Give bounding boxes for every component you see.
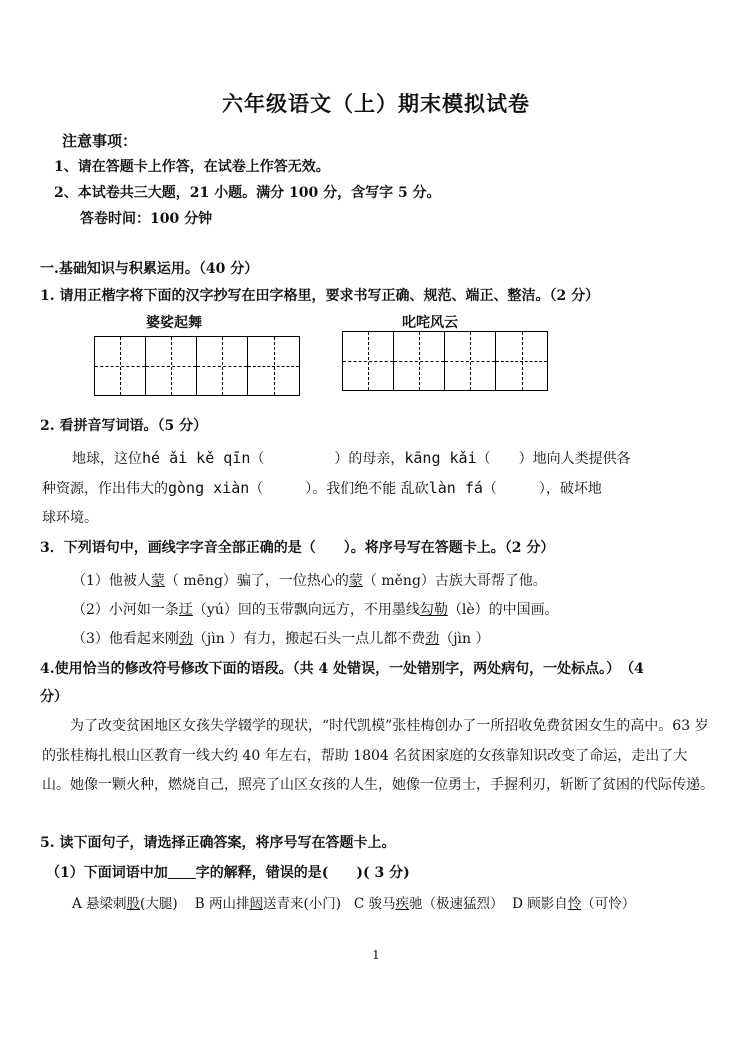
q2-text: 地球，这位 [72,451,142,467]
question-4: 4.使用恰当的修改符号修改下面的语段。（共 4 处错误，一处错别字，两处病句，一处标点。） （4 [40,661,644,677]
tianzige-cell[interactable] [197,337,248,395]
pinyin-1: hé ǎi kě qīn [142,449,251,467]
q1-word-1: 婆娑起舞 [146,315,202,331]
answer-blank[interactable]: （ ）。我们绝不能 乱砍 [249,481,429,497]
question-2: 2. 看拼音写词语。（5 分） [40,418,208,434]
q2-line-1 [72,448,631,468]
q1-word-2: 叱咤风云 [402,315,458,331]
tianzige-cell[interactable] [496,332,547,390]
q5-options [72,892,635,912]
q2-line-3: 球环境。 [42,510,98,526]
tianzige-cell[interactable] [343,332,394,390]
q4-passage: 为了改变贫困地区女孩失学辍学的现状，“时代凯模”张桂梅创办了一所招收免费贫困女生的高中。63 岁的张桂梅扎根山区教育一线大约 40 年左右，帮助 1804 名贫困家庭的女孩靠知识改变了命运，走出了大山。她像一颗火种，燃烧自己，照亮了山区女孩的人生，她像一位勇士，手握利刃，斩断了贫困的代际传递。 [42,718,714,793]
pinyin-3: gòng xiàn [168,479,250,497]
answer-blank[interactable]: （ ）的母亲， [250,451,405,467]
q2-text: 种资源，作出伟大的 [42,481,168,497]
q3-option-2: （2）小河如一条迂（yú）回的玉带飘向远方，不用墨线勾勒（lè）的中国画。 [72,602,559,618]
tianzige-cell[interactable] [95,337,146,395]
notes-heading: 注意事项： [62,132,138,150]
tianzige-grid-2[interactable] [342,331,548,391]
tianzige-grid-1[interactable] [94,336,300,396]
notes-item-1: 1、请在答题卡上作答，在试卷上作答无效。 [54,159,330,175]
question-5: 5. 读下面句子，请选择正确答案，将序号写在答题卡上。 [40,835,396,851]
page-number: 1 [372,948,380,962]
pinyin-2: kāng kǎi [404,449,477,467]
tianzige-cell[interactable] [146,337,197,395]
q5-option-c[interactable]: C 骏马疾驰（极速猛烈） [353,896,504,912]
question-4-cont: 分） [40,689,68,705]
notes-item-2: 2、本试卷共三大题，21 小题。满分 100 分，含写字 5 分。 [54,185,441,201]
notes-item-3: 答卷时间：100 分钟 [80,211,213,227]
q5-option-a[interactable]: A 悬梁刺股(大腿) [72,896,178,912]
tianzige-cell[interactable] [445,332,496,390]
q3-option-1: （1）他被人蒙（ mēng）骗了，一位热心的蒙（ měng）古族大哥帮了他。 [72,573,547,589]
pinyin-4: làn fá [428,479,483,497]
q5-option-b[interactable]: B 两山排闼送青来(小门) [194,896,342,912]
q2-line-2 [42,478,602,498]
page-title: 六年级语文（上）期末模拟试卷 [222,91,530,116]
answer-blank[interactable]: （ ），破坏地 [482,481,602,497]
answer-blank[interactable]: （ ）地向人类提供各 [476,451,631,467]
q5-option-d[interactable]: D 顾影自怜（可怜） [512,896,636,912]
section-1-heading: 一.基础知识与积累运用。（40 分） [40,261,259,277]
question-1: 1. 请用正楷字将下面的汉字抄写在田字格里，要求书写正确、规范、端正、整洁。（2 分） [40,288,600,304]
q5-sub-1: （1）下面词语中加 字的解释，错误的是( )( 3 分) [46,865,410,881]
q3-option-3: （3）他看起来刚劲（jìn ）有力，搬起石头一点儿都不费劲（jìn ） [72,631,490,647]
tianzige-cell[interactable] [394,332,445,390]
question-3: 3．下列语句中，画线字字音全部正确的是（ ）。将序号写在答题卡上。（2 分） [40,540,555,556]
tianzige-cell[interactable] [248,337,299,395]
